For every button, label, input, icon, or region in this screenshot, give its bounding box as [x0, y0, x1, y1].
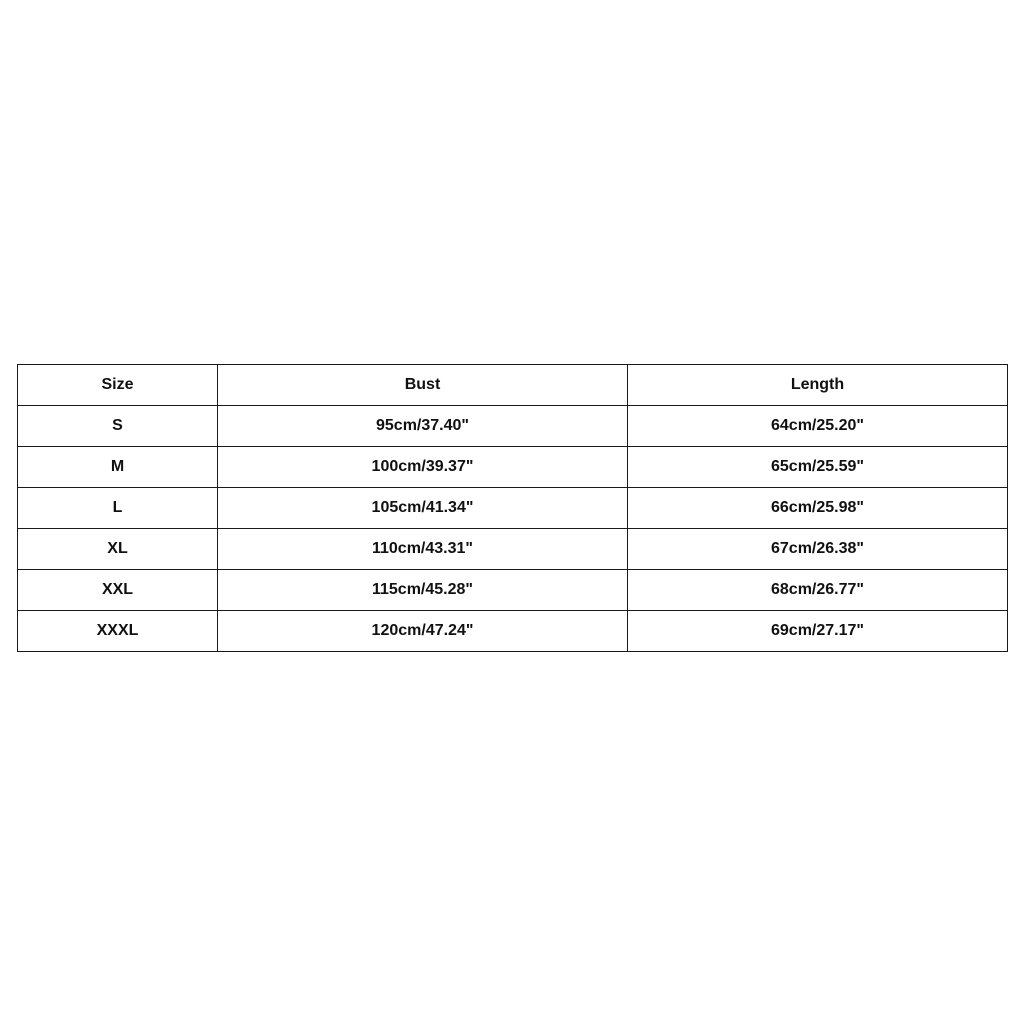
size-chart-table [17, 364, 1008, 652]
bust-cell: 95cm/37.40" [218, 406, 628, 447]
length-cell: 68cm/26.77" [628, 570, 1008, 611]
size-cell: XXL [18, 570, 218, 611]
table-row [18, 611, 1008, 652]
bust-cell: 105cm/41.34" [218, 488, 628, 529]
bust-cell: 120cm/47.24" [218, 611, 628, 652]
bust-cell: 110cm/43.31" [218, 529, 628, 570]
bust-cell: 115cm/45.28" [218, 570, 628, 611]
size-cell: XL [18, 529, 218, 570]
table-header-row [18, 365, 1008, 406]
size-cell: S [18, 406, 218, 447]
length-cell: 64cm/25.20" [628, 406, 1008, 447]
bust-cell: 100cm/39.37" [218, 447, 628, 488]
table-row [18, 529, 1008, 570]
length-cell: 67cm/26.38" [628, 529, 1008, 570]
header-size: Size [18, 365, 218, 406]
length-cell: 69cm/27.17" [628, 611, 1008, 652]
size-cell: XXXL [18, 611, 218, 652]
header-length: Length [628, 365, 1008, 406]
size-cell: L [18, 488, 218, 529]
table-row [18, 447, 1008, 488]
table-row [18, 488, 1008, 529]
table-row [18, 570, 1008, 611]
size-cell: M [18, 447, 218, 488]
table-row [18, 406, 1008, 447]
header-bust: Bust [218, 365, 628, 406]
length-cell: 66cm/25.98" [628, 488, 1008, 529]
length-cell: 65cm/25.59" [628, 447, 1008, 488]
